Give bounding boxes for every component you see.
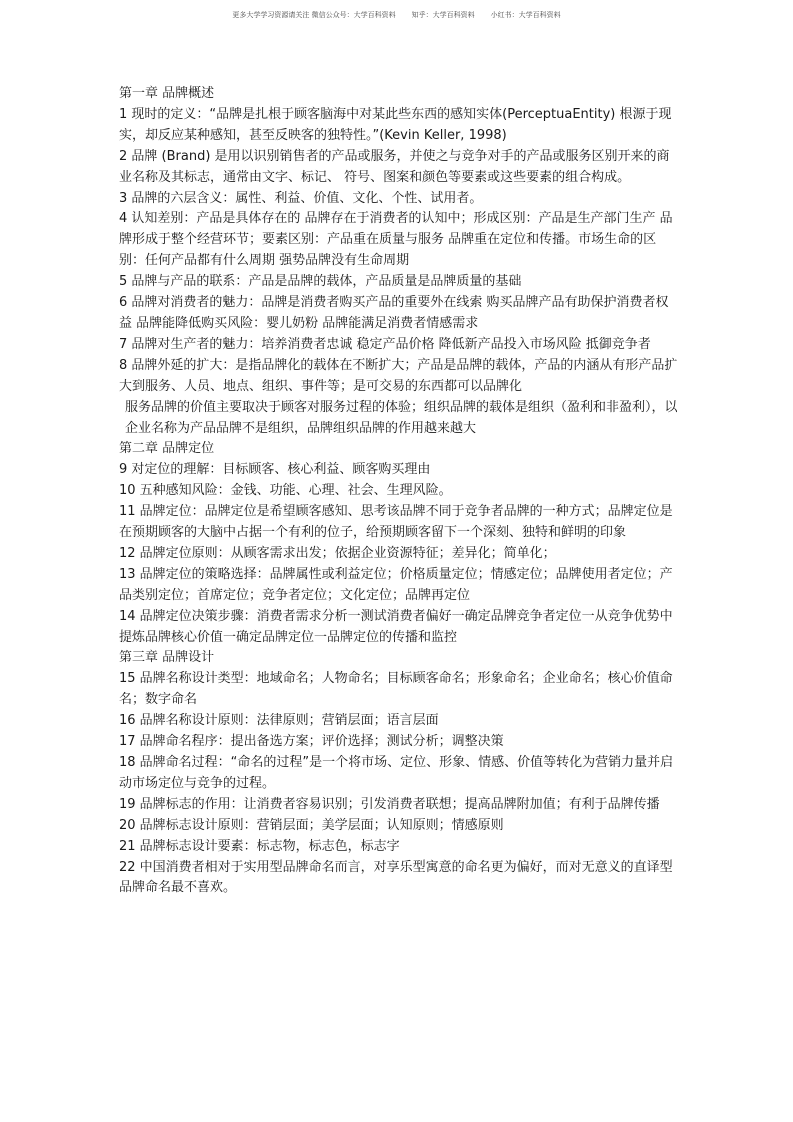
- item-17: 17 品牌命名程序：提出备选方案；评价选择；测试分析；调整决策: [119, 734, 504, 750]
- item-4: 4 认知差别：产品是具体存在的 品牌存在于消费者的认知中；形成区别：产品是生产部门生产 品牌形成于整个经营环节；要素区别：产品重在质量与服务 品牌重在定位和传播。市场生命的区别：任何产品都有什么周期 强势品牌没有生命周期: [119, 211, 673, 269]
- item-15: 15 品牌名称设计类型：地域命名；人物命名；目标顾客命名；形象命名；企业命名；核心价值命名；数字命名: [119, 671, 673, 708]
- item-12: 12 品牌定位原则：从顾客需求出发；依据企业资源特征；差异化；简单化；: [119, 545, 556, 561]
- item-9: 9 对定位的理解：目标顾客、核心利益、顾客购买理由: [119, 462, 431, 478]
- chapter-1-title: 第一章 品牌概述: [119, 86, 215, 101]
- item-8-continuation: 服务品牌的价值主要取决于顾客对服务过程的体验；组织品牌的载体是组织（盈利和非盈利），以企业名称为产品品牌不是组织，品牌组织品牌的作用越来越大: [125, 399, 678, 436]
- item-10: 10 五种感知风险：金钱、功能、心理、社会、生理风险。: [119, 483, 452, 499]
- item-14: 14 品牌定位决策步骤：消费者需求分析一测试消费者偏好一确定品牌竞争者定位一从竞争优势中提炼品牌核心价值一确定品牌定位一品牌定位的传播和监控: [119, 608, 673, 645]
- item-16: 16 品牌名称设计原则：法律原则；营销层面；语言层面: [119, 713, 439, 729]
- item-22: 22 中国消费者相对于实用型品牌命名而言，对享乐型寓意的命名更为偏好，而对无意义的直译型品牌命名最不喜欢。: [119, 859, 673, 896]
- item-2: 2 品牌 (Brand) 是用以识别销售者的产品或服务，并使之与竞争对手的产品或服务区别开来的商业名称及其标志，通常由文字、标记、 符号、图案和颜色等要素或这些要素的组合构成。: [119, 148, 670, 185]
- document-body: [119, 84, 679, 899]
- item-18: 18 品牌命名过程：“命名的过程”是一个将市场、定位、形象、情感、价值等转化为营销力量并启动市场定位与竞争的过程。: [119, 755, 674, 791]
- item-5: 5 品牌与产品的联系：产品是品牌的载体，产品质量是品牌质量的基础: [119, 274, 522, 290]
- item-21: 21 品牌标志设计要素：标志物，标志色，标志字: [119, 838, 400, 854]
- item-19: 19 品牌标志的作用：让消费者容易识别；引发消费者联想；提高品牌附加值；有利于品牌传播: [119, 796, 660, 812]
- item-8: 8 品牌外延的扩大：是指品牌化的载体在不断扩大；产品是品牌的载体，产品的内涵从有形产品扩大到服务、人员、地点、组织、事件等；是可交易的东西都可以品牌化: [119, 357, 678, 394]
- header-wechat-note: 更多大学学习资源请关注 微信公众号：大学百科资料: [232, 11, 396, 19]
- chapter-2-title: 第二章 品牌定位: [119, 441, 215, 457]
- item-7: 7 品牌对生产者的魅力：培养消费者忠诚 稳定产品价格 降低新产品投入市场风险 抵御竞争者: [119, 336, 651, 352]
- item-6: 6 品牌对消费者的魅力：品牌是消费者购买产品的重要外在线索 购买品牌产品有助保护消费者权益 品牌能降低购买风险：婴儿奶粉 品牌能满足消费者情感需求: [119, 295, 669, 331]
- item-13: 13 品牌定位的策略选择：品牌属性或利益定位；价格质量定位；情感定位；品牌使用者定位；产品类别定位；首席定位；竞争者定位；文化定位；品牌再定位: [119, 566, 673, 603]
- page-header: [0, 10, 793, 20]
- item-20: 20 品牌标志设计原则：营销层面；美学层面；认知原则；情感原则: [119, 817, 504, 833]
- item-1: 1 现时的定义：“品牌是扎根于顾客脑海中对某此些东西的感知实体(PerceptuaEntity) 根源于现实，却反应某种感知，甚至反映客的独特性。”(Kevin Keller, 1998): [119, 106, 672, 143]
- item-11: 11 品牌定位：品牌定位是希望顾客感知、思考该品牌不同于竞争者品牌的一种方式；品牌定位是在预期顾客的大脑中占据一个有利的位子，给预期顾客留下一个深刻、独特和鲜明的印象: [119, 504, 673, 541]
- header-xiaohongshu-note: 小红书：大学百科资料: [490, 11, 561, 19]
- chapter-3-title: 第三章 品牌设计: [119, 650, 215, 666]
- header-zhihu-note: 知乎：大学百科资料: [411, 11, 475, 19]
- item-3: 3 品牌的六层含义：属性、利益、价值、文化、个性、试用者。: [119, 190, 483, 206]
